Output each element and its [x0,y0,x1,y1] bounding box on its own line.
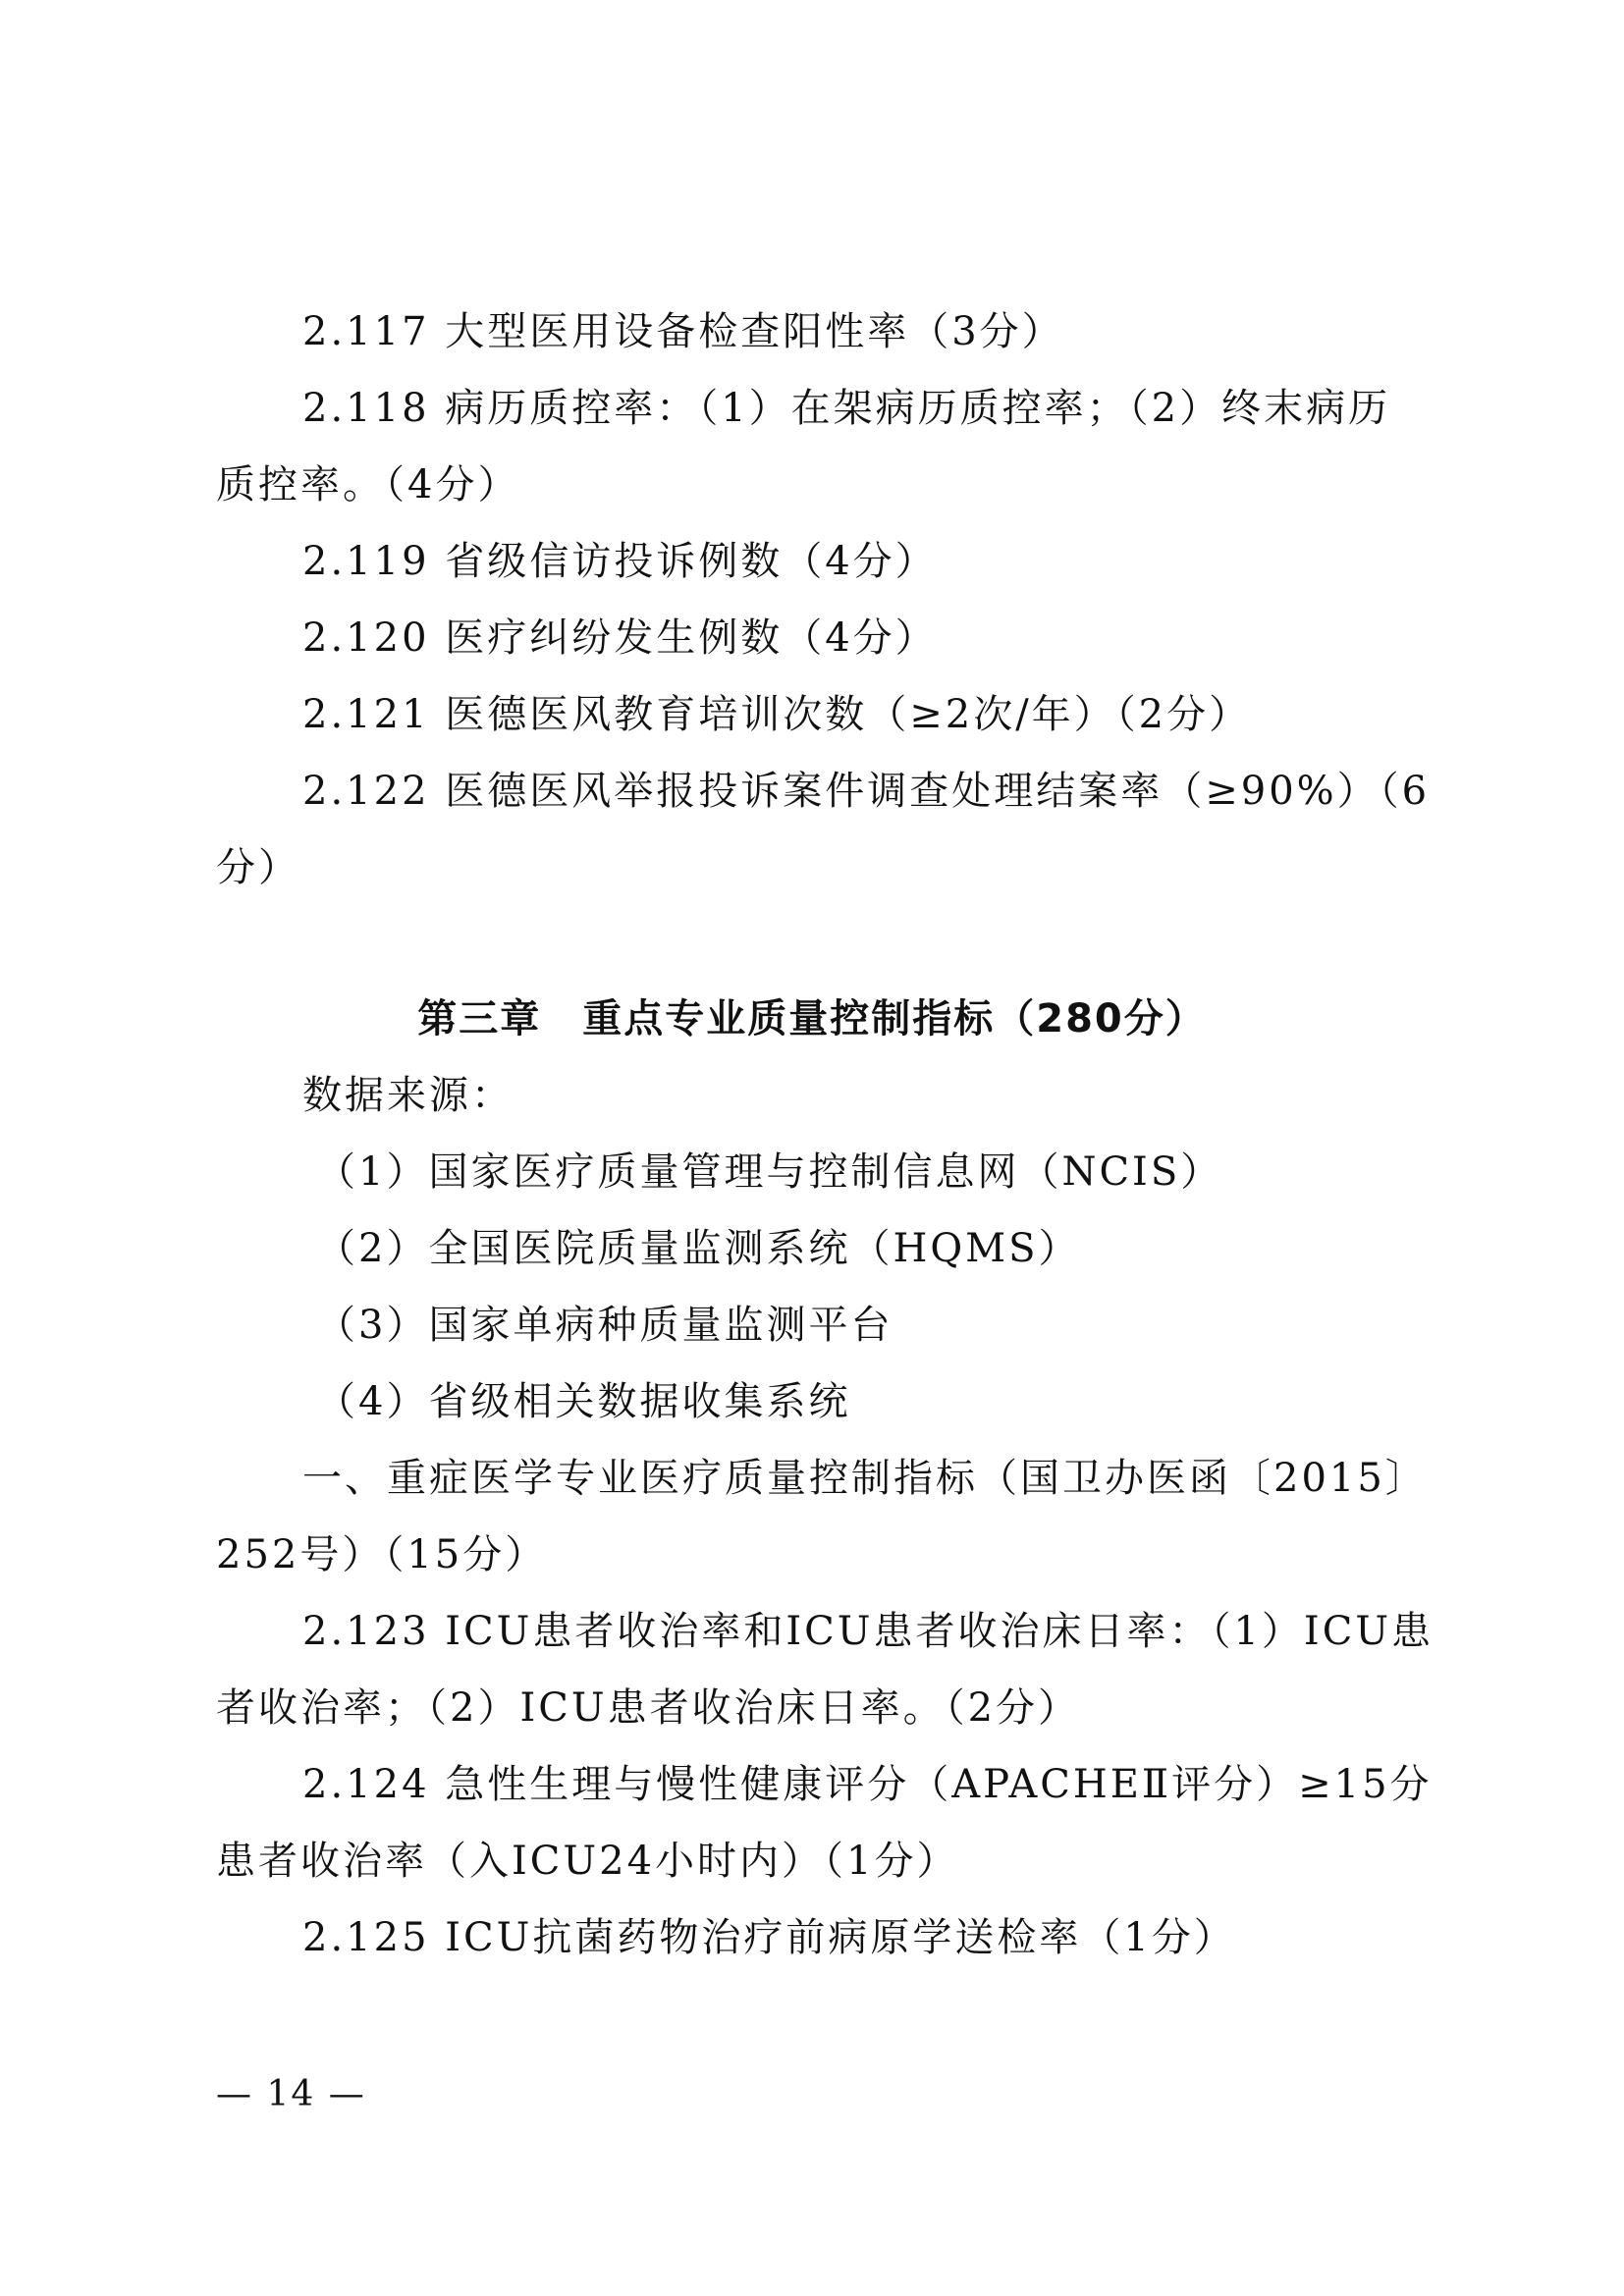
chapter-title: 第三章 重点专业质量控制指标（280分） [417,996,1207,1041]
item-2-123-line2: 者收治率；（2）ICU患者收治床日率。（2分） [216,1685,1081,1731]
item-2-125: 2.125 ICU抗菌药物治疗前病原学送检率（1分） [302,1915,1236,1960]
page-number: — 14 — [216,2074,366,2114]
data-sources-label: 数据来源： [302,1073,514,1118]
item-2-124-line2: 患者收治率（入ICU24小时内）（1分） [216,1839,959,1884]
item-2-119: 2.119 省级信访投诉例数（4分） [302,539,938,584]
section-1-title-line2: 252号）（15分） [216,1532,548,1577]
data-source-3: （3）国家单病种质量监测平台 [316,1303,893,1348]
data-source-1: （1）国家医疗质量管理与控制信息网（NCIS） [316,1149,1223,1195]
item-2-121: 2.121 医德医风教育培训次数（≥2次/年）（2分） [302,692,1252,737]
item-2-120: 2.120 医疗纠纷发生例数（4分） [302,615,938,661]
item-2-124-line1: 2.124 急性生理与慢性健康评分（APACHEⅡ评分）≥15分 [302,1762,1433,1807]
section-1-title-line1: 一、重症医学专业医疗质量控制指标（国卫办医函〔2015〕 [302,1456,1428,1501]
data-source-4: （4）省级相关数据收集系统 [316,1379,851,1424]
item-2-123-line1: 2.123 ICU患者收治率和ICU患者收治床日率：（1）ICU患 [302,1609,1435,1654]
item-2-122-line2: 分） [216,845,300,890]
data-source-2: （2）全国医院质量监测系统（HQMS） [316,1226,1081,1271]
item-2-122-line1: 2.122 医德医风举报投诉案件调查处理结案率（≥90%）（6 [302,769,1431,814]
item-2-117: 2.117 大型医用设备检查阳性率（3分） [302,309,1064,354]
item-2-118-line2: 质控率。（4分） [216,462,520,507]
item-2-118-line1: 2.118 病历质控率：（1）在架病历质控率；（2）终末病历 [302,386,1391,431]
